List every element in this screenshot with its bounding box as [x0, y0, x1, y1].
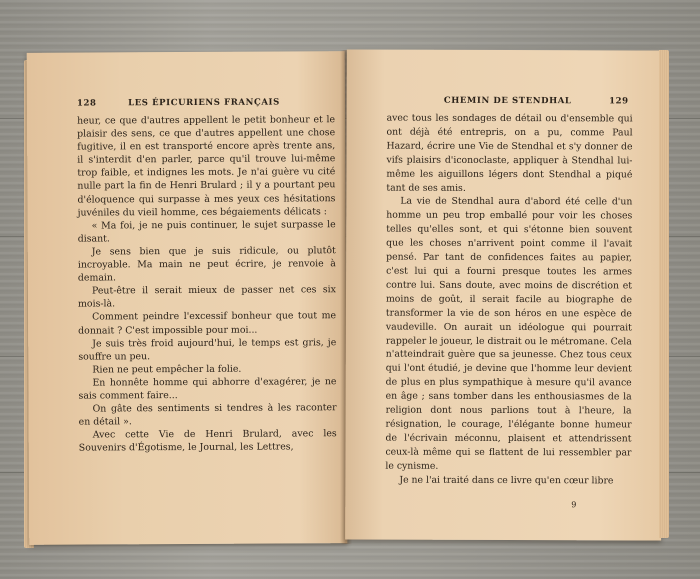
left-page — [27, 51, 348, 545]
paragraph: Rien ne peut empêcher la folie. — [92, 363, 242, 376]
paragraph: Comment peindre l'excessif bonheur que tout me donnait ? C'est impossible pour moi... — [78, 310, 337, 337]
paragraph: Avec cette Vie de Henri Brulard, avec les Souvenirs d'Égotisme, le Journal, les Lettres, — [78, 428, 337, 454]
paragraph: Je ne l'ai traité dans ce livre qu'en cœur libre — [399, 474, 614, 486]
paragraph: Je suis très froid aujourd'hui, le temps est gris, je souffre un peu. — [78, 336, 337, 363]
left-running-head: LES ÉPICURIENS FRANÇAIS — [128, 97, 280, 109]
paragraph: Je sens bien que je suis ridicule, ou plutôt incroyable. Ma main ne peut écrire, je renvoie à demain. — [77, 245, 336, 284]
left-page-header — [76, 97, 331, 109]
paragraph: La vie de Stendhal aura d'abord été celle d'un homme un peu trop emballé pour voir les choses telles qu'elles sont, et qui s'étonne bien souvent que les choses n'arrivent point comme il l'avait pensé. Par tant de confidences faites au papier, c'est lui qui a fourni presque toutes les armes contre lui. Sans doute, avec moins de discrétion et moins de goût, il serait facile au biographe de transformer la vie de son héros en une espèce de vaudeville. On aurait un idéologue qui pourrait rappeler le joueur, le distrait ou le métromane. Cela n'atteindrait guère que sa jeunesse. Chez tous ceux qui l'ont étudié, je devine que l'homme leur devient de plus en plus sympathique à mesure qu'il avance en âge ; sans tomber dans les enthousiasmes de la religion dont nous parlions tout à l'heure, la résignation, le courage, l'élégante bonne humeur de l'écrivain méconnu, plaisent et attendrissent ceux-là même qui se flattent de lui ressembler par le cynisme. — [385, 196, 633, 472]
paragraph: En honnête homme qui abhorre d'exagérer, je ne sais comment faire... — [78, 376, 337, 402]
signature-mark: 9 — [571, 500, 577, 510]
paragraph: On gâte des sentiments si tendres à les raconter en détail ». — [78, 402, 337, 428]
right-running-head: CHEMIN DE STENDHAL — [443, 95, 572, 107]
right-page-text — [385, 112, 632, 488]
right-page-number: 129 — [609, 96, 629, 107]
left-page-number: 128 — [76, 98, 97, 109]
open-book — [24, 46, 669, 551]
paragraph: « Ma foi, je ne puis continuer, le sujet surpasse le disant. — [77, 218, 336, 245]
paragraph: heur, ce que d'autres appellent le petit bonheur et le plaisir des sens, ce que d'autres appellent une chose fugitive, il en est transporté encore après trente ans, il s'interdit d'en parler, parce qu'il trouve lui-même trop faible, et indignes les mots. Je n'ai guère vu cité nulle part la fin de Henri Brulard ; il y a pourtant peu d'éloquence qui surpasse à mes yeux ces hésitations juvéniles du vieil homme, ces bégaiements délicats : — [77, 114, 336, 219]
paragraph: avec tous les sondages de détail ou d'ensemble qui ont déjà été entrepris, on a pu, comme Paul Hazard, écrire une Vie de Stendhal et s'y donner de vifs plaisirs d'iconoclaste, appliquer à Stendhal lui-même les aiguillons légers dont Stendhal a piqué tant de ses amis. — [386, 112, 633, 194]
left-page-text — [77, 113, 337, 455]
right-page-header — [387, 95, 629, 107]
right-page — [345, 49, 663, 540]
right-page-edges — [659, 50, 669, 538]
paragraph: Peut-être il serait mieux de passer net ces six mois-là. — [78, 284, 336, 310]
